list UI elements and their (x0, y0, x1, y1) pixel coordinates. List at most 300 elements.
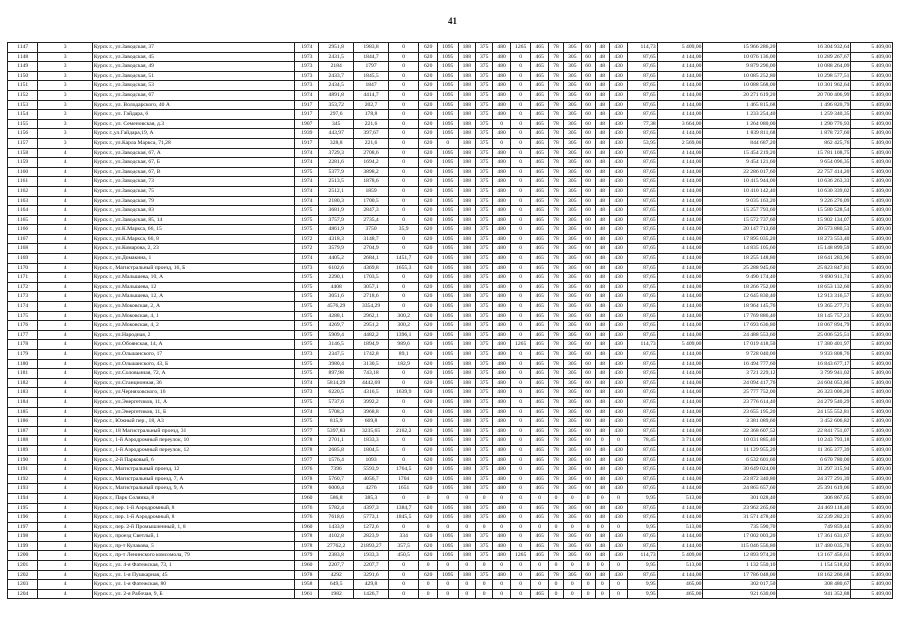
table-cell: Курск г., ул. 2-я Рабочая, 9, Б (92, 589, 294, 599)
table-cell: 0 (510, 196, 531, 206)
table-cell: 1973 (295, 62, 319, 72)
table-cell: 188 (458, 570, 475, 580)
table-cell: Курск г., ул.Народная, 2 (92, 330, 294, 340)
table-cell: 1 259 340,35 (777, 110, 851, 120)
table-cell: 1188 (8, 436, 38, 446)
table-cell: 305 (564, 302, 581, 312)
table-cell: 465 (531, 532, 548, 542)
table-cell: 480 (493, 330, 510, 340)
table-cell: 5 409,00 (851, 407, 893, 417)
table-cell: 48 (595, 215, 609, 225)
table-cell: 0 (510, 513, 531, 523)
table-cell: 3148,7 (354, 234, 389, 244)
table-cell: 465 (531, 369, 548, 379)
table-cell: 1978 (295, 445, 319, 455)
table-cell: 3968,8 (354, 407, 389, 417)
table-cell: 1 233 254,40 (703, 110, 777, 120)
table-cell: 1975 (295, 359, 319, 369)
table-cell: 465 (531, 350, 548, 360)
table-cell: 5 409,00 (851, 541, 893, 551)
table-cell: 0 (493, 589, 510, 599)
table-cell: 5 409,00 (851, 292, 893, 302)
table-cell: 300,2 (388, 321, 418, 331)
table-cell: 1166 (8, 225, 38, 235)
table-cell: 430 (609, 62, 628, 72)
table-cell: Курск г., ул.Заводская, 73 (92, 177, 294, 187)
table-cell: 465 (531, 474, 548, 484)
table-cell: 2 569,00 (657, 138, 703, 148)
table-cell: 0 (510, 110, 531, 120)
table-cell: 375 (476, 292, 493, 302)
table-cell: 4 144,00 (657, 369, 703, 379)
table-cell: 188 (458, 138, 475, 148)
table-cell: 4 144,00 (657, 302, 703, 312)
table-cell: 0 (388, 129, 418, 139)
table-cell: 0 (510, 407, 531, 417)
table-cell: Курск г., Магистральный проезд, 16, Б (92, 263, 294, 273)
table-cell: 430 (609, 244, 628, 254)
table-cell: 188 (458, 436, 475, 446)
table-cell: 1 839 811,68 (703, 129, 777, 139)
table-cell: 0 (564, 561, 581, 571)
table-cell: 620 (419, 254, 438, 264)
table-cell: 465 (531, 52, 548, 62)
table-cell: 48 (595, 455, 609, 465)
table-cell: 48 (595, 71, 609, 81)
table-cell: 941 352,88 (777, 589, 851, 599)
table-cell: 4 (38, 273, 92, 283)
table-cell: 2162,2 (388, 426, 418, 436)
table-cell: Курск г., ул. Семеновская, д.3 (92, 119, 294, 129)
table-cell: 0 (388, 119, 418, 129)
table-cell: 0 (419, 522, 438, 532)
table-cell: 78 (548, 110, 563, 120)
table-cell: 78 (548, 436, 563, 446)
table-cell: 465 (531, 129, 548, 139)
table-cell: Курск г., ул.Заводская, 49 (92, 62, 294, 72)
table-cell: 1095 (437, 513, 458, 523)
table-cell: 18 067 894,79 (777, 321, 851, 331)
table-cell: 188 (458, 234, 475, 244)
table-cell: 1165 (8, 215, 38, 225)
table-cell: 4408 (319, 282, 354, 292)
table-cell: 620 (419, 340, 438, 350)
table-cell: 480 (493, 474, 510, 484)
table-cell: 4292 (319, 570, 354, 580)
table-cell: Курск г., пер. 2-й Промышленный, 1, 8 (92, 522, 294, 532)
table-cell: 1975 (295, 292, 319, 302)
table-cell: 17 769 886,40 (703, 311, 777, 321)
table-cell: 10 088 264,09 (777, 62, 851, 72)
table-cell: 188 (458, 445, 475, 455)
table-cell: 586,8 (319, 493, 354, 503)
table-cell: 1845,5 (354, 71, 389, 81)
table-cell: 430 (609, 532, 628, 542)
table-cell: 17 002 003,20 (703, 532, 777, 542)
table-cell: 0 (510, 580, 531, 590)
table-cell: 188 (458, 292, 475, 302)
table-cell: 1095 (437, 254, 458, 264)
table-cell: 430 (609, 43, 628, 53)
table-cell: 77,38 (628, 119, 657, 129)
table-cell: 1095 (437, 388, 458, 398)
table-cell: 78 (548, 397, 563, 407)
table-cell: 480 (493, 484, 510, 494)
table-cell: 3757,9 (319, 215, 354, 225)
table-cell: 221,6 (354, 119, 389, 129)
table-cell: 1639,9 (388, 388, 418, 398)
table-cell: 0 (548, 493, 563, 503)
table-cell: 4 144,00 (657, 110, 703, 120)
table-cell: 0 (510, 359, 531, 369)
table-cell: 1396,1 (388, 330, 418, 340)
table-cell: 1183 (8, 388, 38, 398)
table-cell: 25 006 525,51 (777, 330, 851, 340)
table-cell: 5 409,00 (851, 52, 893, 62)
table-cell: 375 (476, 263, 493, 273)
table-cell: 620 (419, 110, 438, 120)
table-cell: 9,95 (628, 580, 657, 590)
table-cell: 188 (458, 129, 475, 139)
table-cell: 60 (581, 340, 595, 350)
table-cell: 620 (419, 503, 438, 513)
table-cell: 620 (419, 100, 438, 110)
table-cell: 1958 (295, 580, 319, 590)
table-cell: 4 (38, 378, 92, 388)
table-cell: Курск г., ул.Заводская, 37 (92, 43, 294, 53)
table-cell: 620 (419, 474, 438, 484)
table-cell: 1095 (437, 407, 458, 417)
table-row (8, 110, 893, 120)
table-cell: 60 (581, 350, 595, 360)
table-cell: 0 (609, 580, 628, 590)
table-cell: 48 (595, 426, 609, 436)
table-cell: 78 (548, 311, 563, 321)
table-cell: 0 (510, 426, 531, 436)
table-cell: 620 (419, 90, 438, 100)
table-cell: 1162 (8, 186, 38, 196)
table-cell: 188 (458, 388, 475, 398)
table-cell: 5 409,00 (851, 503, 893, 513)
table-row (8, 570, 893, 580)
table-cell: 4 (38, 503, 92, 513)
table-cell: 2207,7 (354, 561, 389, 571)
table-cell: 4 (38, 551, 92, 561)
table-cell: 4 (38, 321, 92, 331)
table-cell: 4 144,00 (657, 206, 703, 216)
table-cell: 1982 (319, 589, 354, 599)
table-cell: 430 (609, 186, 628, 196)
table-cell: 305 (564, 254, 581, 264)
table-cell: 305 (564, 369, 581, 379)
table-cell: 0 (388, 580, 418, 590)
table-cell: 0 (564, 580, 581, 590)
table-cell: 1973 (295, 388, 319, 398)
table-cell: 4891,8 (319, 90, 354, 100)
table-cell: 60 (581, 138, 595, 148)
table-cell: 4 (38, 225, 92, 235)
table-cell: 0 (510, 570, 531, 580)
table-cell: 480 (493, 206, 510, 216)
table-cell: 1095 (437, 369, 458, 379)
table-cell: 620 (419, 52, 438, 62)
table-cell: 87,65 (628, 292, 657, 302)
table-cell: 1095 (437, 484, 458, 494)
table-cell: 0 (388, 138, 418, 148)
table-cell: 10 243 793,18 (777, 436, 851, 446)
table-row (8, 551, 893, 561)
table-cell: 1576,4 (319, 455, 354, 465)
table-cell: 620 (419, 541, 438, 551)
table-cell: 188 (458, 158, 475, 168)
table-cell: 3 (38, 52, 92, 62)
table-cell: 48 (595, 445, 609, 455)
table-cell: Курск г., Магистральный проезд, 9, А (92, 484, 294, 494)
table-row (8, 455, 893, 465)
table-cell: 2431,5 (319, 52, 354, 62)
table-cell: 4 (38, 244, 92, 254)
table-cell: 2512,1 (319, 186, 354, 196)
table-cell: Курск г., проезд Светлый, 1 (92, 532, 294, 542)
table-cell: 305 (564, 532, 581, 542)
table-cell: 305 (564, 407, 581, 417)
table-cell: 480 (493, 282, 510, 292)
table-cell: 430 (609, 397, 628, 407)
table-cell: 1179 (8, 350, 38, 360)
table-cell: 1095 (437, 90, 458, 100)
table-cell: 430 (609, 254, 628, 264)
table-cell: 87,65 (628, 129, 657, 139)
table-cell: 87,65 (628, 90, 657, 100)
table-cell: 1159 (8, 158, 38, 168)
table-cell: 0 (388, 455, 418, 465)
table-cell: 78 (548, 532, 563, 542)
table-body (8, 43, 893, 599)
table-cell: 1201 (8, 561, 38, 571)
table-cell: 78 (548, 273, 563, 283)
table-cell: 1975 (295, 311, 319, 321)
table-cell: 305 (564, 340, 581, 350)
table-cell: 749 859,44 (777, 522, 851, 532)
table-cell: 1095 (437, 541, 458, 551)
table-cell: 430 (609, 445, 628, 455)
table-cell: 2347,5 (319, 350, 354, 360)
table-cell: 1804,5 (354, 445, 389, 455)
table-cell: 1974 (295, 177, 319, 187)
table-cell: 188 (458, 484, 475, 494)
table-cell: 188 (458, 263, 475, 273)
table-cell: 0 (595, 522, 609, 532)
table-cell: 5 409,00 (851, 570, 893, 580)
table-cell: 4318,3 (319, 234, 354, 244)
table-cell: 48 (595, 417, 609, 427)
table-cell: 87,65 (628, 273, 657, 283)
table-cell: 0 (510, 292, 531, 302)
table-cell: 5 409,00 (851, 474, 893, 484)
table-cell: 465 (531, 167, 548, 177)
table-cell: 5 409,00 (657, 43, 703, 53)
table-cell: 87,65 (628, 570, 657, 580)
table-cell: Курск г., ул.Карла Маркса, 71,28 (92, 138, 294, 148)
table-cell: 375 (476, 244, 493, 254)
table-row (8, 186, 893, 196)
table-cell: 620 (419, 129, 438, 139)
table-cell: 620 (419, 206, 438, 216)
table-cell: 5 409,00 (851, 119, 893, 129)
table-cell: 357,5 (388, 541, 418, 551)
table-cell: 15 572 737,60 (703, 215, 777, 225)
table-cell: 0 (581, 589, 595, 599)
table-cell: 305 (564, 148, 581, 158)
table-cell: 480 (493, 397, 510, 407)
table-cell: 465 (531, 206, 548, 216)
table-cell: 4 (38, 340, 92, 350)
table-cell: 620 (419, 445, 438, 455)
table-cell: 78 (548, 206, 563, 216)
table-cell: 5 409,00 (657, 551, 703, 561)
table-cell: 188 (458, 474, 475, 484)
table-cell: Курск г., ул.Заводская, 67 (92, 90, 294, 100)
table-cell: 430 (609, 292, 628, 302)
table-cell: 1095 (437, 225, 458, 235)
table-cell: 60 (581, 455, 595, 465)
table-cell: 5 409,00 (851, 138, 893, 148)
table-cell: 18 273 553,40 (777, 234, 851, 244)
table-cell: 305 (564, 43, 581, 53)
table-cell: 221,6 (354, 138, 389, 148)
table-cell: 375 (476, 206, 493, 216)
table-cell: 1095 (437, 52, 458, 62)
table-cell: 11 365 377,39 (777, 445, 851, 455)
table-cell: 305 (564, 350, 581, 360)
table-cell: 375 (476, 484, 493, 494)
table-cell: 306 867,65 (777, 493, 851, 503)
table-cell: 375 (476, 397, 493, 407)
table-cell: 480 (493, 52, 510, 62)
table-cell: 87,65 (628, 330, 657, 340)
table-cell: 397,67 (354, 129, 389, 139)
table-cell: 0 (510, 561, 531, 571)
table-cell: 3 (38, 138, 92, 148)
table-cell: 78 (548, 52, 563, 62)
table-cell: 4 (38, 455, 92, 465)
table-cell: 5 409,00 (851, 561, 893, 571)
table-cell: 430 (609, 551, 628, 561)
table-cell: 1095 (437, 273, 458, 283)
table-cell: 620 (419, 119, 438, 129)
table-cell: 375 (476, 52, 493, 62)
table-cell: 345 (319, 119, 354, 129)
table-cell: Курск г., ул.Малышева, 12 (92, 282, 294, 292)
table-row (8, 426, 893, 436)
table-cell: 1164 (8, 206, 38, 216)
table-cell: 1093 (354, 455, 389, 465)
table-cell: 60 (581, 81, 595, 91)
table-cell: 5 409,00 (851, 254, 893, 264)
table-cell: 25 823 847,81 (777, 263, 851, 273)
table-cell: 87,65 (628, 254, 657, 264)
table-cell: 305 (564, 426, 581, 436)
table-cell: 48 (595, 503, 609, 513)
table-cell: Курск г., ул. 4-я Фатежская, 73, 1 (92, 561, 294, 571)
table-cell: 48 (595, 311, 609, 321)
table-cell: 5737,6 (319, 397, 354, 407)
table-cell: 4288,1 (319, 311, 354, 321)
table-cell: 0 (595, 561, 609, 571)
table-cell: 375 (476, 445, 493, 455)
table-cell: 188 (458, 321, 475, 331)
table-cell: 20 573 880,53 (777, 225, 851, 235)
table-cell: 465 (531, 436, 548, 446)
table-cell: 60 (581, 445, 595, 455)
table-cell: 1 290 776,93 (777, 119, 851, 129)
table-cell: 48 (595, 321, 609, 331)
table-row (8, 532, 893, 542)
table-cell: 620 (419, 388, 438, 398)
table-cell: 300,2 (388, 311, 418, 321)
table-cell: 4 144,00 (657, 465, 703, 475)
table-cell: 297,6 (319, 110, 354, 120)
table-cell: 60 (581, 465, 595, 475)
table-cell: 78 (548, 90, 563, 100)
table-cell: 465 (531, 407, 548, 417)
table-cell: 5 409,00 (851, 81, 893, 91)
table-cell: 1171 (8, 273, 38, 283)
table-cell: 4 (38, 493, 92, 503)
table-cell: 4 144,00 (657, 503, 703, 513)
table-cell: 430 (609, 369, 628, 379)
table-cell: 430 (609, 541, 628, 551)
table-cell: 78 (548, 570, 563, 580)
table-cell: 1433,9 (319, 522, 354, 532)
table-cell: 78 (548, 225, 563, 235)
table-cell: 48 (595, 100, 609, 110)
table-cell: 375 (476, 426, 493, 436)
table-cell: 1975 (295, 330, 319, 340)
table-cell: 0 (388, 417, 418, 427)
table-cell: 1095 (437, 474, 458, 484)
table-cell: 60 (581, 254, 595, 264)
table-cell: 4 (38, 215, 92, 225)
table-cell: 78 (548, 484, 563, 494)
table-cell: 60 (581, 215, 595, 225)
table-cell: 1095 (437, 321, 458, 331)
table-cell: 18 145 757,23 (777, 311, 851, 321)
table-row (8, 417, 893, 427)
table-cell: 620 (419, 369, 438, 379)
table-cell: 60 (581, 90, 595, 100)
table-cell: 87,65 (628, 62, 657, 72)
table-cell: 60 (581, 426, 595, 436)
table-cell: 0 (510, 311, 531, 321)
table-row (8, 330, 893, 340)
table-cell: 78 (548, 282, 563, 292)
table-cell: 465 (531, 62, 548, 72)
table-cell: 0 (510, 186, 531, 196)
table-cell: 480 (493, 551, 510, 561)
table-cell: 305 (564, 321, 581, 331)
table-cell: 1095 (437, 551, 458, 561)
table-row (8, 244, 893, 254)
table-cell: 1095 (437, 445, 458, 455)
table-cell: 2962,1 (354, 311, 389, 321)
table-cell: 1975 (295, 369, 319, 379)
table-cell: 48 (595, 273, 609, 283)
table-cell: 1095 (437, 206, 458, 216)
table-cell: 4 (38, 234, 92, 244)
table-cell: 375 (476, 110, 493, 120)
table-row (8, 522, 893, 532)
